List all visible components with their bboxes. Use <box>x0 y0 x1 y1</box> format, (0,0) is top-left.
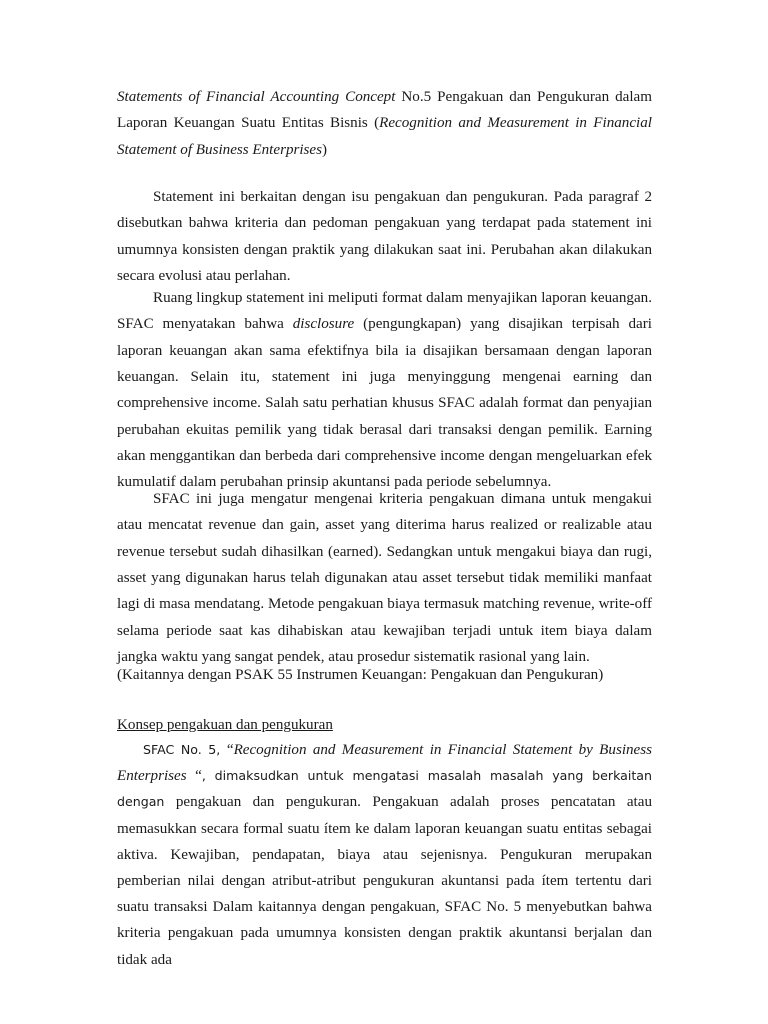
paragraph-sfac-sans-a: SFAC No. 5, <box>143 742 227 757</box>
psak-note: (Kaitannya dengan PSAK 55 Instrumen Keuangan: Pengakuan dan Pengukuran) <box>117 667 604 683</box>
title-text: No.5 Pengakuan dan Pengukuran dalam Laporan Keuangan Suatu Entitas Bisnis ( <box>117 89 653 132</box>
quote-open: “ <box>226 742 234 758</box>
paragraph-sfac-rest: pengakuan dan pengukuran. Pengakuan adalah proses pencatatan atau memasukkan secara formal suatu ítem ke dalam laporan keuangan suatu entitas sebagai aktiva. Kewajiban, pendapatan, biaya atau sejenisnya. Pengukuran merupakan pemberian nilai dengan atribut-atribut pengukuran akuntansi pada ítem tertentu dari suatu transaksi Dalam kaitannya dengan pengakuan, SFAC No. 5 menyebutkan bahwa kriteria pengakuan pada umumnya konsisten dengan praktik akuntansi berjalan dan tidak ada <box>117 794 652 968</box>
paragraph-recognition-criteria: SFAC ini juga mengatur mengenai kriteria pengakuan dimana untuk mengakui atau mencatat revenue dan gain, asset yang diterima harus realized or realizable atau revenue tersebut sudah dihasilkan (earned). Sedangkan untuk mengakui biaya dan rugi, asset yang digunakan harus telah digunakan atau asset tersebut tidak memiliki manfaat lagi di masa mendatang. Metode pengakuan biaya termasuk matching revenue, write-off selama periode saat kas dihabiskan atau kewajiban terjadi untuk item biaya dalam jangka waktu yang sangat pendek, atau prosedur sistematik rasional yang lain. <box>117 491 652 666</box>
title-italic-sfac: Statements of Financial Accounting Concept <box>117 89 396 105</box>
paragraph-scope-disclosure: disclosure <box>292 316 355 333</box>
paragraph-statement-issue: Statement ini berkaitan dengan isu pengakuan dan pengukuran. Pada paragraf 2 disebutkan bahwa kriteria dan pedoman pengakuan yang terdapat pada statement ini umumnya konsisten dengan praktik yang dilakukan saat ini. Perubahan akan dilakukan secara evolusi atau perlahan. <box>117 189 652 285</box>
document-title <box>117 84 652 163</box>
paragraph-scope-text-b: (pengungkapan) yang disajikan terpisah dari laporan keuangan akan sama efektifnya bila ia disajikan bersamaan dengan laporan keuangan. Selain itu, statement ini juga menyinggung mengenai earning dan comprehensive income. Salah satu perhatian khusus SFAC adalah format dan penyajian perubahan ekuitas pemilik yang tidak berasal dari transaksi dengan pemilik. Earning akan menggantikan dan berbeda dari comprehensive income dengan mengeluarkan efek kumulatif dalam perubahan prinsip akuntansi pada periode sebelumnya. <box>117 316 652 491</box>
paragraph-sfac-italic-title: Recognition and Measurement in Financial Statement by Business Enterprises <box>117 742 653 785</box>
paragraph-scope <box>117 285 652 496</box>
title-close-paren: ) <box>322 141 328 158</box>
title-italic-english: Recognition and Measurement in Financial Statement of Business Enterprises <box>117 115 652 158</box>
paragraph-sfac-sans-b: , dimaksudkan untuk mengatasi masalah masalah yang berkaitan dengan <box>117 768 652 810</box>
paragraph-scope-text-a: Ruang lingkup statement ini meliputi format dalam menyajikan laporan keuangan. SFAC menyatakan bahwa <box>117 290 652 333</box>
paragraph-sfac-concept <box>117 737 652 973</box>
quote-close: “ <box>186 768 202 785</box>
section-heading: Konsep pengakuan dan pengukuran <box>117 717 333 733</box>
